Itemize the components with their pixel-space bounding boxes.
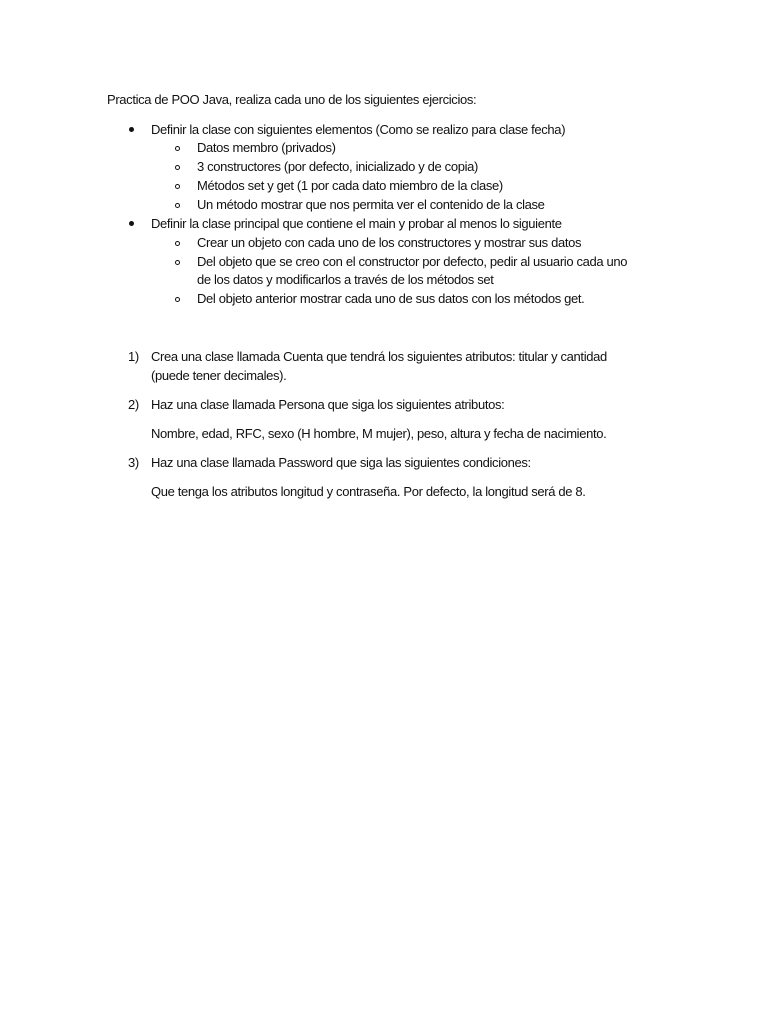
exercise-2-detail: Nombre, edad, RFC, sexo (H hombre, M mujer), peso, altura y fecha de nacimiento. — [151, 426, 607, 441]
exercise-1-line-2: (puede tener decimales). — [151, 368, 287, 383]
circle-bullet-icon — [175, 203, 180, 208]
bullet-icon — [129, 127, 134, 132]
circle-bullet-icon — [175, 260, 180, 265]
exercise-1-line-1: Crea una clase llamada Cuenta que tendrá los siguientes atributos: titular y cantidad — [151, 349, 607, 364]
bullet-2-sub-3: Del objeto anterior mostrar cada uno de sus datos con los métodos get. — [197, 291, 585, 306]
bullet-2-text: Definir la clase principal que contiene el main y probar al menos lo siguiente — [151, 216, 562, 231]
exercise-2-number: 2) — [128, 397, 139, 412]
bullet-2-sub-2: Del objeto que se creo con el constructor por defecto, pedir al usuario cada uno — [197, 254, 628, 269]
bullet-2-sub-2-cont: de los datos y modificarlos a través de los métodos set — [197, 272, 494, 287]
bullet-1-sub-2: 3 constructores (por defecto, inicializado y de copia) — [197, 159, 478, 174]
circle-bullet-icon — [175, 165, 180, 170]
bullet-1-sub-1: Datos membro (privados) — [197, 140, 336, 155]
bullet-1-text: Definir la clase con siguientes elementos (Como se realizo para clase fecha) — [151, 122, 566, 137]
bullet-icon — [129, 221, 134, 226]
exercise-3-number: 3) — [128, 455, 139, 470]
bullet-2-sub-1: Crear un objeto con cada uno de los constructores y mostrar sus datos — [197, 235, 582, 250]
bullet-1-sub-3: Métodos set y get (1 por cada dato miembro de la clase) — [197, 178, 503, 193]
circle-bullet-icon — [175, 146, 180, 151]
intro-text: Practica de POO Java, realiza cada uno de los siguientes ejercicios: — [107, 92, 477, 107]
exercise-2-line-1: Haz una clase llamada Persona que siga los siguientes atributos: — [151, 397, 505, 412]
exercise-3-detail: Que tenga los atributos longitud y contraseña. Por defecto, la longitud será de 8. — [151, 484, 586, 499]
circle-bullet-icon — [175, 297, 180, 302]
circle-bullet-icon — [175, 184, 180, 189]
bullet-1-sub-4: Un método mostrar que nos permita ver el contenido de la clase — [197, 197, 545, 212]
exercise-1-number: 1) — [128, 349, 139, 364]
circle-bullet-icon — [175, 241, 180, 246]
exercise-3-line-1: Haz una clase llamada Password que siga las siguientes condiciones: — [151, 455, 531, 470]
